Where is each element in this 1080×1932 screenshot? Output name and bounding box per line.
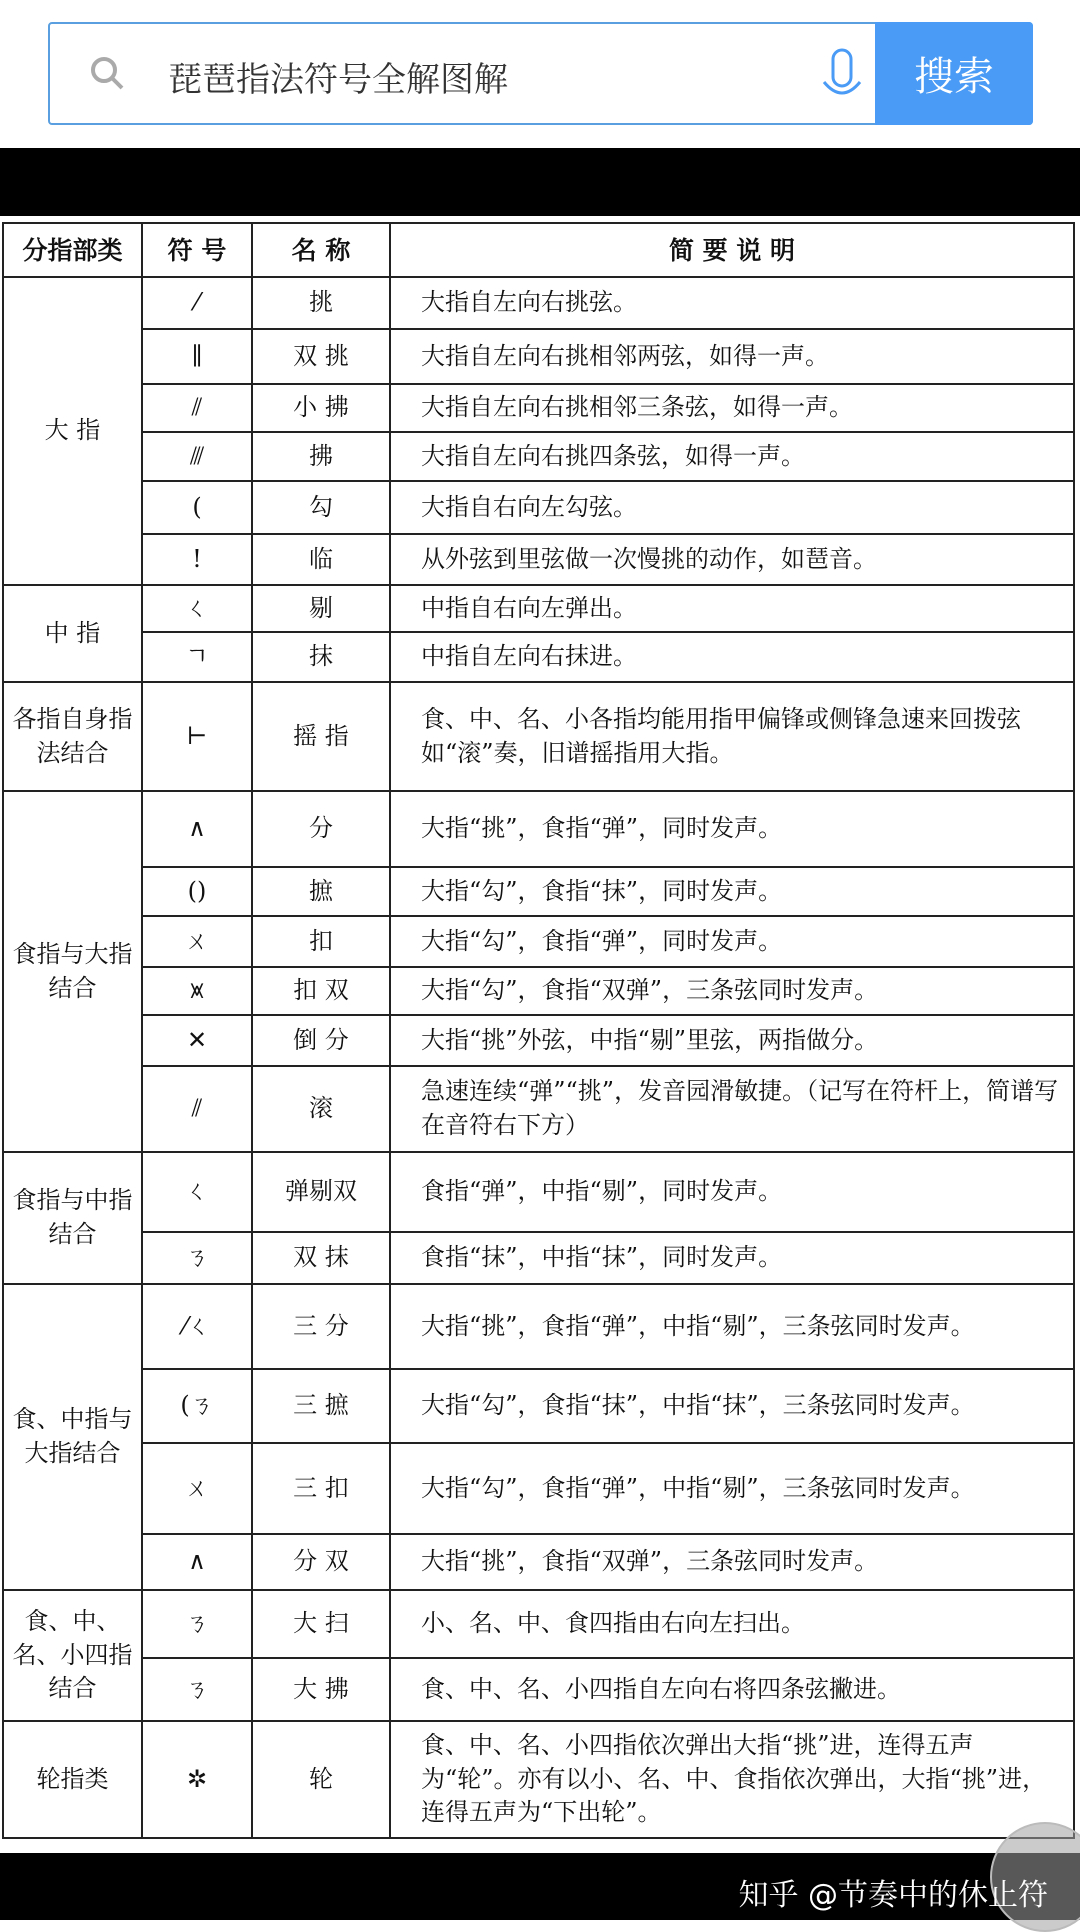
watermark: 知乎 @节奏中的休止符 xyxy=(738,1878,1048,1913)
name-cell: 摇 指 xyxy=(252,682,390,791)
name-cell: 大 拂 xyxy=(252,1658,390,1721)
table-row xyxy=(3,1658,1074,1721)
description-cell: 大指自左向右挑四条弦，如得一声。 xyxy=(390,432,1074,481)
table-row xyxy=(3,682,1074,791)
name-cell: 分 双 xyxy=(252,1534,390,1590)
name-cell: 挑 xyxy=(252,277,390,329)
search-bar[interactable] xyxy=(48,22,1033,125)
table-row xyxy=(3,867,1074,916)
category-cell: 食、中、名、小四指结合 xyxy=(3,1590,142,1721)
symbol-cell: ㄨ xyxy=(142,1443,252,1534)
table-row xyxy=(3,277,1074,329)
symbol-cell: ㄱ xyxy=(142,632,252,682)
category-cell: 食指与大指结合 xyxy=(3,791,142,1152)
description-cell: 小、名、中、食四指由右向左扫出。 xyxy=(390,1590,1074,1658)
category-cell: 轮指类 xyxy=(3,1721,142,1838)
name-cell: 双 挑 xyxy=(252,329,390,384)
symbol-cell: ∥ xyxy=(142,329,252,384)
name-cell: 三 摭 xyxy=(252,1369,390,1443)
description-cell: 大指自左向右挑相邻两弦，如得一声。 xyxy=(390,329,1074,384)
name-cell: 临 xyxy=(252,534,390,585)
description-cell: 大指“挑”，食指“弹”，同时发声。 xyxy=(390,791,1074,867)
table-header-row xyxy=(3,223,1074,277)
table-row xyxy=(3,1152,1074,1232)
name-cell: 拂 xyxy=(252,432,390,481)
symbol-cell: ㄋ xyxy=(142,1658,252,1721)
pipa-fingering-table xyxy=(2,222,1075,1839)
name-cell: 剔 xyxy=(252,585,390,632)
symbol-cell: ⫻ xyxy=(142,432,252,481)
symbol-cell: ⁄ㄑ xyxy=(142,1284,252,1369)
header-category: 分指部类 xyxy=(3,223,142,277)
table-row xyxy=(3,1232,1074,1284)
header-name: 名 称 xyxy=(252,223,390,277)
table-row xyxy=(3,432,1074,481)
name-cell: 滚 xyxy=(252,1066,390,1152)
table-row xyxy=(3,384,1074,432)
table-row xyxy=(3,791,1074,867)
description-cell: 大指“勾”，食指“抹”，中指“抹”，三条弦同时发声。 xyxy=(390,1369,1074,1443)
table-row xyxy=(3,1590,1074,1658)
table-row xyxy=(3,1284,1074,1369)
name-cell: 抹 xyxy=(252,632,390,682)
symbol-cell: ⊢ xyxy=(142,682,252,791)
table-row xyxy=(3,967,1074,1015)
description-cell: 大指“挑”外弦，中指“剔”里弦，两指做分。 xyxy=(390,1015,1074,1066)
table-row xyxy=(3,916,1074,967)
microphone-icon[interactable] xyxy=(820,48,864,104)
description-cell: 大指“勾”，食指“弹”，同时发声。 xyxy=(390,916,1074,967)
symbol-cell: ⁄ xyxy=(142,277,252,329)
table-row xyxy=(3,1534,1074,1590)
symbol-cell: ㄨ xyxy=(142,916,252,967)
symbol-cell: (ㄋ xyxy=(142,1369,252,1443)
description-cell: 急速连续“弹”“挑”，发音园滑敏捷。（记写在符杆上，简谱写在音符右下方） xyxy=(390,1066,1074,1152)
name-cell: 小 拂 xyxy=(252,384,390,432)
header-description: 简 要 说 明 xyxy=(390,223,1074,277)
name-cell: 弹剔双 xyxy=(252,1152,390,1232)
description-cell: 大指自左向右挑弦。 xyxy=(390,277,1074,329)
name-cell: 倒 分 xyxy=(252,1015,390,1066)
symbol-cell: ⫽ xyxy=(142,1066,252,1152)
category-cell: 各指自身指法结合 xyxy=(3,682,142,791)
category-cell: 大 指 xyxy=(3,277,142,585)
description-cell: 食、中、名、小四指自左向右将四条弦撇进。 xyxy=(390,1658,1074,1721)
search-icon xyxy=(88,54,128,94)
table-row xyxy=(3,481,1074,534)
symbol-cell: ㄋ xyxy=(142,1590,252,1658)
category-cell: 中 指 xyxy=(3,585,142,682)
description-cell: 中指自右向左弹出。 xyxy=(390,585,1074,632)
description-cell: 大指自左向右挑相邻三条弦，如得一声。 xyxy=(390,384,1074,432)
table-row xyxy=(3,1721,1074,1838)
name-cell: 摭 xyxy=(252,867,390,916)
symbol-cell: ㄑ xyxy=(142,585,252,632)
search-input[interactable]: 琵琶指法符号全解图解 xyxy=(168,60,508,100)
name-cell: 分 xyxy=(252,791,390,867)
table-row xyxy=(3,1443,1074,1534)
description-cell: 中指自左向右抹进。 xyxy=(390,632,1074,682)
symbol-cell: ⫽ xyxy=(142,384,252,432)
description-cell: 食、中、名、小四指依次弹出大指“挑”进，连得五声为“轮”。亦有以小、名、中、食指依次弹出，大指“挑”进，连得五声为“下出轮”。 xyxy=(390,1721,1074,1838)
name-cell: 扣 xyxy=(252,916,390,967)
description-cell: 大指“勾”，食指“抹”，同时发声。 xyxy=(390,867,1074,916)
description-cell: 食指“抹”，中指“抹”，同时发声。 xyxy=(390,1232,1074,1284)
category-cell: 食指与中指结合 xyxy=(3,1152,142,1284)
description-cell: 从外弦到里弦做一次慢挑的动作，如琶音。 xyxy=(390,534,1074,585)
symbol-cell: ∧ xyxy=(142,1534,252,1590)
symbol-cell: ㄋ xyxy=(142,1232,252,1284)
description-cell: 大指“勾”，食指“双弹”，三条弦同时发声。 xyxy=(390,967,1074,1015)
category-cell: 食、中指与大指结合 xyxy=(3,1284,142,1590)
table-row xyxy=(3,1066,1074,1152)
table-row xyxy=(3,534,1074,585)
search-button[interactable]: 搜索 xyxy=(875,22,1033,125)
name-cell: 扣 双 xyxy=(252,967,390,1015)
name-cell: 大 扫 xyxy=(252,1590,390,1658)
symbol-cell: () xyxy=(142,867,252,916)
description-cell: 大指自右向左勾弦。 xyxy=(390,481,1074,534)
name-cell: 三 扣 xyxy=(252,1443,390,1534)
symbol-cell: ✕ xyxy=(142,1015,252,1066)
table-row xyxy=(3,585,1074,632)
symbol-cell: ! xyxy=(142,534,252,585)
name-cell: 勾 xyxy=(252,481,390,534)
description-cell: 大指“勾”，食指“弹”，中指“剔”，三条弦同时发声。 xyxy=(390,1443,1074,1534)
table-row xyxy=(3,329,1074,384)
symbol-cell: ㄑ xyxy=(142,1152,252,1232)
name-cell: 三 分 xyxy=(252,1284,390,1369)
table-row xyxy=(3,1015,1074,1066)
table-row xyxy=(3,1369,1074,1443)
description-cell: 食、中、名、小各指均能用指甲偏锋或侧锋急速来回拨弦如“滚”奏，旧谱摇指用大指。 xyxy=(390,682,1074,791)
symbol-cell: ⩙ xyxy=(142,967,252,1015)
symbol-cell: ∧ xyxy=(142,791,252,867)
symbol-cell: ✲ xyxy=(142,1721,252,1838)
symbol-cell: ( xyxy=(142,481,252,534)
image-top-bar xyxy=(0,148,1080,216)
header-symbol: 符 号 xyxy=(142,223,252,277)
description-cell: 大指“挑”，食指“双弹”，三条弦同时发声。 xyxy=(390,1534,1074,1590)
description-cell: 食指“弹”，中指“剔”，同时发声。 xyxy=(390,1152,1074,1232)
table-row xyxy=(3,632,1074,682)
name-cell: 双 抹 xyxy=(252,1232,390,1284)
description-cell: 大指“挑”，食指“弹”，中指“剔”，三条弦同时发声。 xyxy=(390,1284,1074,1369)
name-cell: 轮 xyxy=(252,1721,390,1838)
